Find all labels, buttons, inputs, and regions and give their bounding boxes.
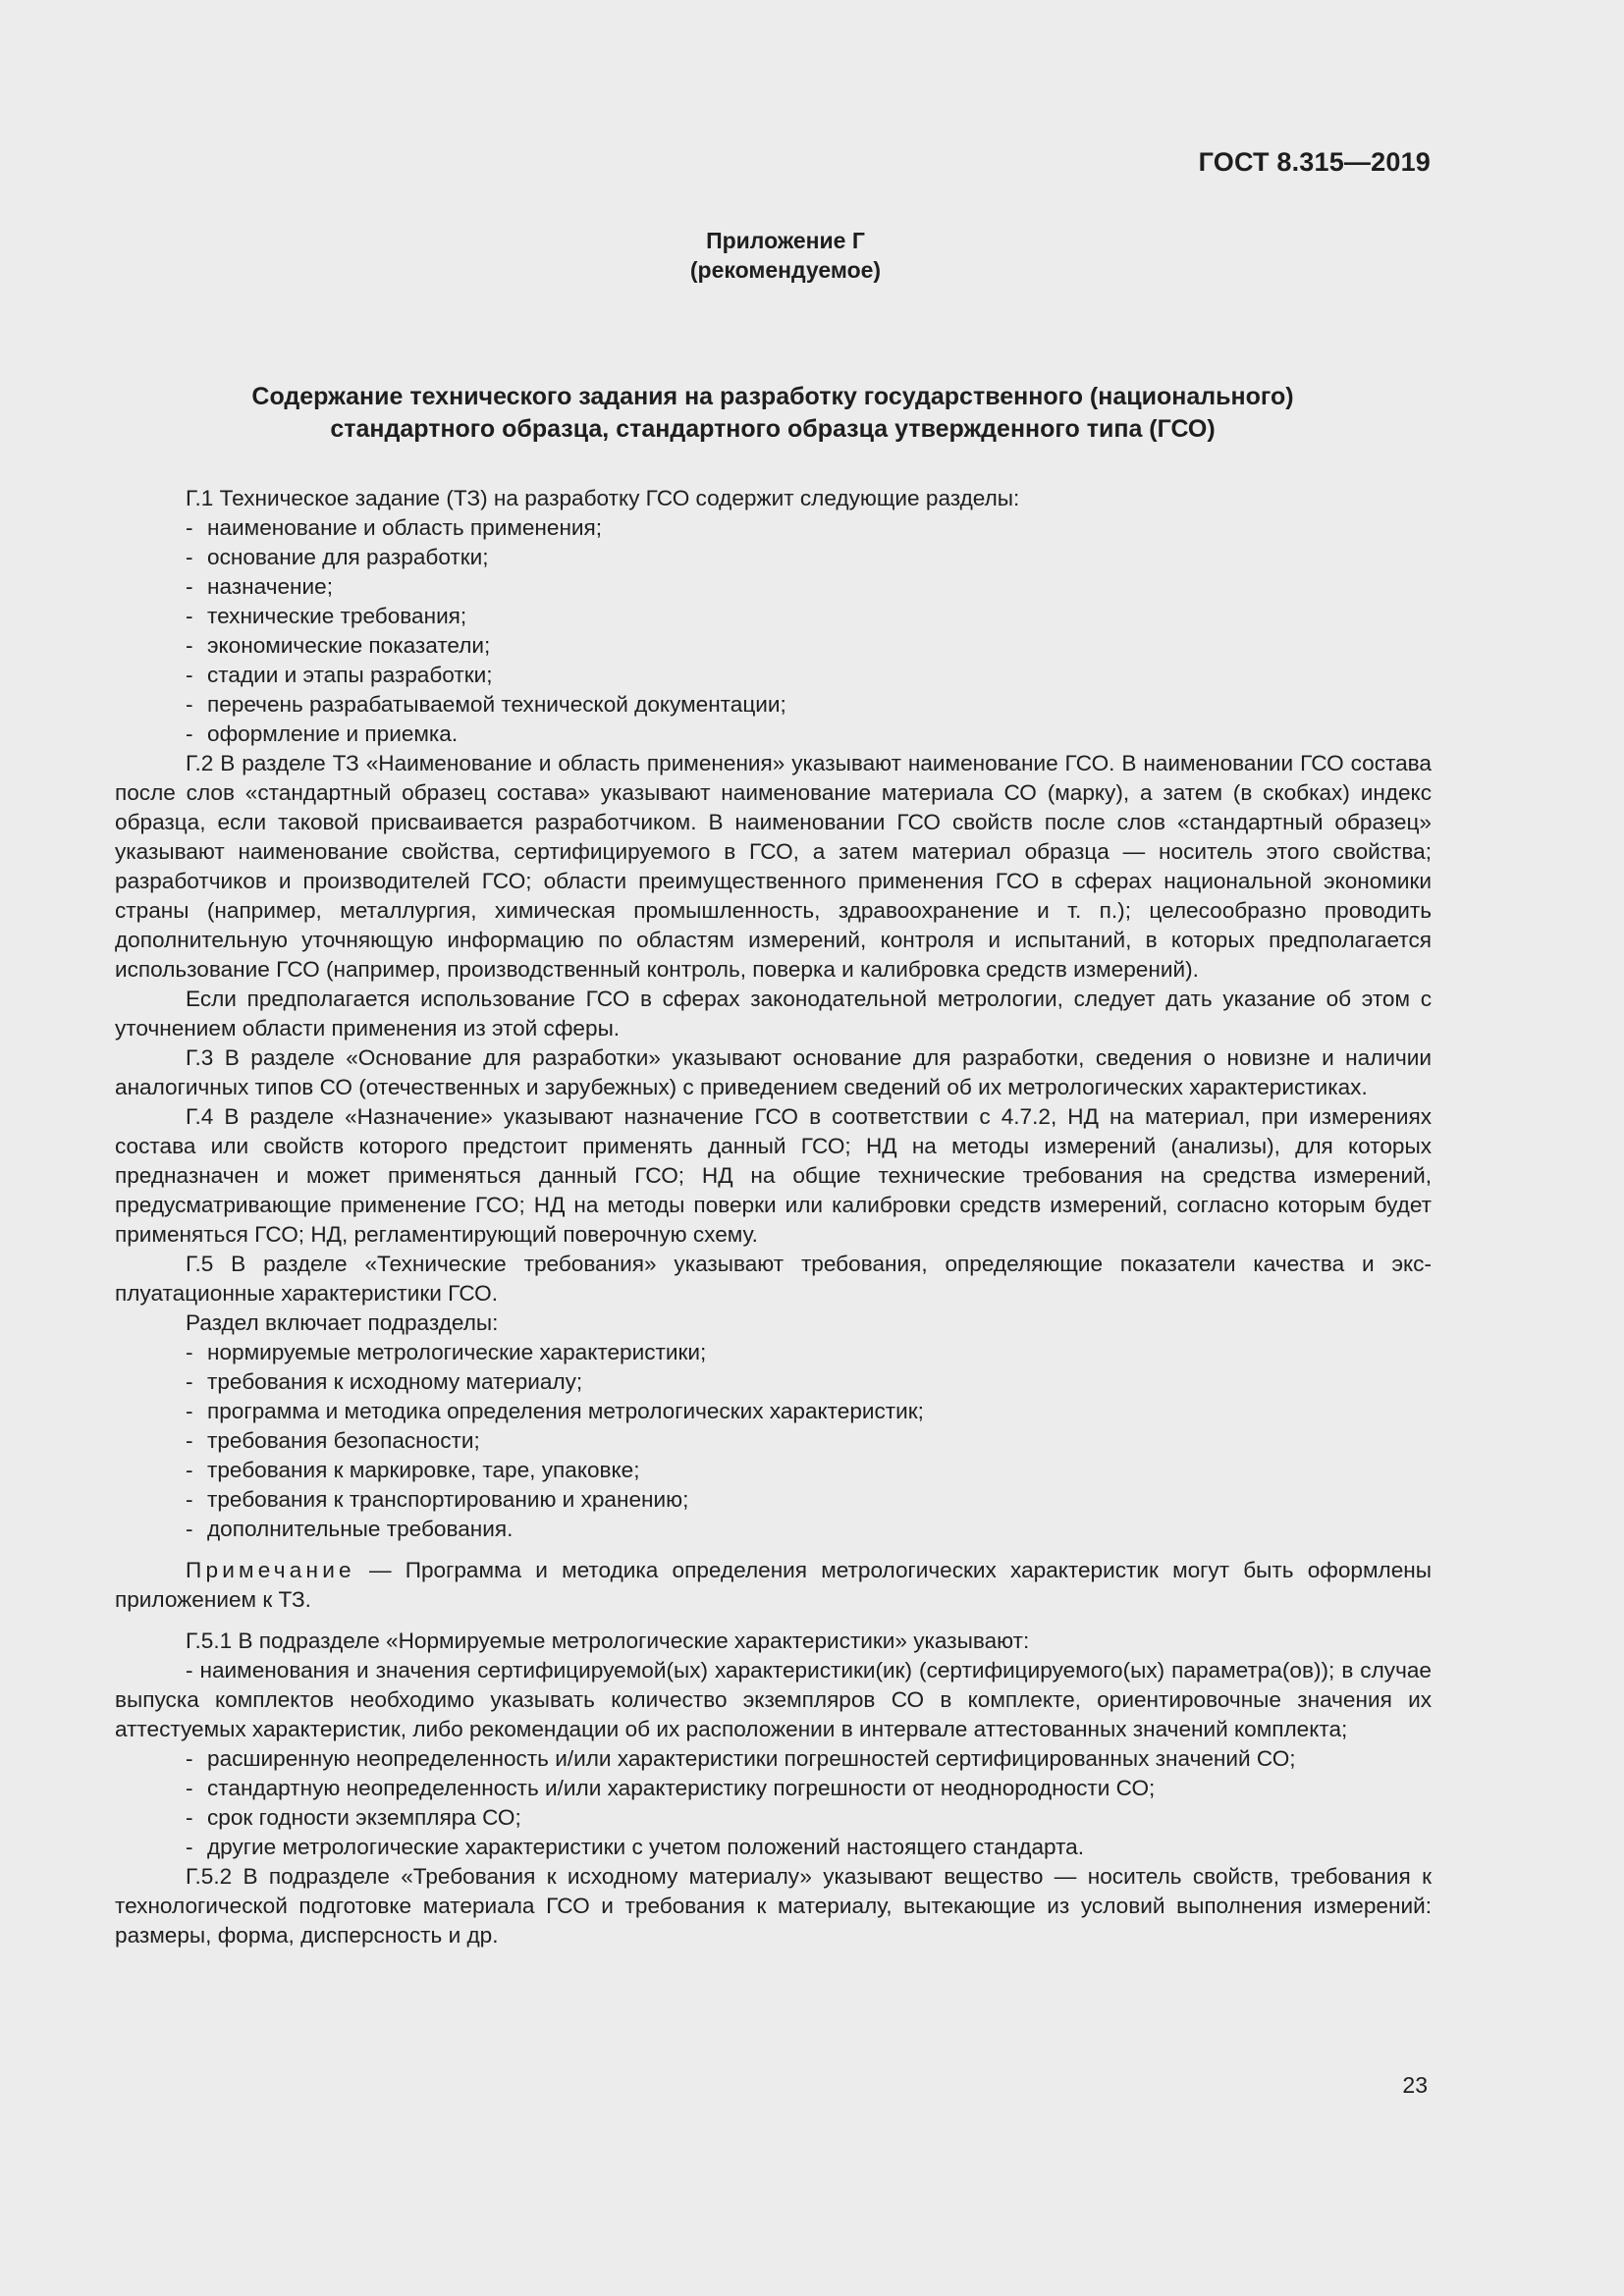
list-item: - основание для разработки; xyxy=(186,545,489,569)
list-item: - стандартную неопределенность и/или характеристику погрешности от неоднородности СО; xyxy=(186,1776,1156,1800)
list-item: - технические требования; xyxy=(186,604,467,628)
appendix-title xyxy=(115,381,1431,446)
clause-g5-1-first-item: - наименования и значения сертифицируемой(ых) характеристики(ик) (сертифицируемого(ых) параметра(ов)); в случае выпуска комплектов необходимо указывать количество экземпляров СО в комплекте, ориентировочные значения их аттестуемых характеристик, либо рекомендации об их расположении в интервале аттестованных значений комплекта; xyxy=(115,1658,1432,1741)
appendix-heading xyxy=(0,226,1571,285)
note xyxy=(115,1556,1432,1615)
clause-g5-1-list xyxy=(115,1744,1432,1862)
clause-g5-list xyxy=(115,1338,1432,1544)
title-line-1: Содержание технического задания на разработку государственного (национального) xyxy=(251,383,1294,410)
note-text: — Программа и методика определения метрологических характеристик могут быть оформлены приложением к ТЗ. xyxy=(115,1558,1432,1612)
clause-g1-intro: Г.1 Техническое задание (ТЗ) на разработку ГСО содержит следующие разделы: xyxy=(186,486,1020,510)
appendix-status: (рекомендуемое) xyxy=(689,257,882,283)
clause-g5-2: Г.5.2 В подразделе «Требования к исходному материалу» указывают вещество — носитель свойств, требования к технологической подготовке материала ГСО и требования к материалу, вытекающие из условий выполнения измерений: размеры, форма, дисперсность и др. xyxy=(115,1864,1432,1948)
clause-g5-subsections-intro: Раздел включает подразделы: xyxy=(186,1310,499,1335)
list-item: - срок годности экземпляра СО; xyxy=(186,1805,521,1830)
clause-g4: Г.4 В разделе «Назначение» указывают назначение ГСО в соответствии с 4.7.2, НД на материал, при измерениях состава или свойств которого предстоит применять данный ГСО; НД на методы измерений (анализы), для которых предназначен и может применяться данный ГСО; НД на общие технические требования на средства измерений, предусматривающие применение ГСО; НД на методы поверки или калибровки средств измерений, согласно которым будет применяться ГСО; НД, регламентирующий поверочную схему. xyxy=(115,1104,1432,1247)
appendix-label: Приложение Г xyxy=(706,228,865,253)
list-item: - дополнительные требования. xyxy=(186,1517,514,1541)
list-item: - требования к маркировке, таре, упаковке; xyxy=(186,1458,640,1482)
document-code: ГОСТ 8.315—2019 xyxy=(1198,147,1431,177)
list-item: - стадии и этапы разработки; xyxy=(186,663,493,687)
clause-g2: Г.2 В разделе ТЗ «Наименование и область применения» указывают наименование ГСО. В наименовании ГСО состава после слов «стандартный образец состава» указывают наименование материала СО (марку), а затем (в скобках) индекс образца, если таковой присваивается разработчиком. В наименовании ГСО свойств после слов «стандартный образец» указывают наименование свойства, сертифицируемого в ГСО, а затем материал образца — носитель этого свойства; разработчиков и производителей ГСО; области преимущественного применения ГСО в сферах национальной экономики страны (например, металлургия, химическая промышленность, здравоохранение и т. п.); целесообразно проводить дополнительную уточняющую информацию по областям измерений, контроля и испытаний, в которых предполагается использование ГСО (например, производственный контроль, поверка и калибровка средств измерений). xyxy=(115,751,1432,982)
clause-g5-1-intro: Г.5.1 В подразделе «Нормируемые метрологические характеристики» указывают: xyxy=(186,1629,1030,1653)
list-item: - программа и методика определения метрологических характеристик; xyxy=(186,1399,924,1423)
list-item: - экономические показатели; xyxy=(186,633,491,658)
list-item: - перечень разрабатываемой технической документации; xyxy=(186,692,786,717)
list-item: - оформление и приемка. xyxy=(186,721,459,746)
note-label: Примечание xyxy=(186,1558,355,1582)
document-body xyxy=(115,484,1432,1950)
list-item: - расширенную неопределенность и/или характеристики погрешностей сертифицированных значений СО; xyxy=(186,1746,1296,1771)
clause-g3: Г.3 В разделе «Основание для разработки» указывают основание для разработки, сведения о новизне и наличии аналогичных типов СО (отечественных и зарубежных) с приведением сведений об их метрологических характеристиках. xyxy=(115,1045,1432,1099)
list-item: - требования к исходному материалу; xyxy=(186,1369,583,1394)
list-item: - требования к транспортированию и хранению; xyxy=(186,1487,689,1512)
clause-g1-list xyxy=(115,513,1432,749)
clause-g2-paragraph-2: Если предполагается использование ГСО в сферах законодательной метрологии, следует дать указание об этом с уточнением области применения из этой сферы. xyxy=(115,987,1432,1041)
title-line-2: стандартного образца, стандартного образца утвержденного типа (ГСО) xyxy=(330,415,1216,443)
list-item: - нормируемые метрологические характеристики; xyxy=(186,1340,707,1364)
page-number: 23 xyxy=(1402,2072,1428,2098)
clause-g5: Г.5 В разделе «Технические требования» указывают требования, определяющие показатели качества и эксплуатационные характеристики ГСО. xyxy=(115,1252,1432,1306)
list-item: - другие метрологические характеристики с учетом положений настоящего стандарта. xyxy=(186,1835,1085,1859)
list-item: - требования безопасности; xyxy=(186,1428,480,1453)
list-item: - наименование и область применения; xyxy=(186,515,603,540)
list-item: - назначение; xyxy=(186,574,333,599)
